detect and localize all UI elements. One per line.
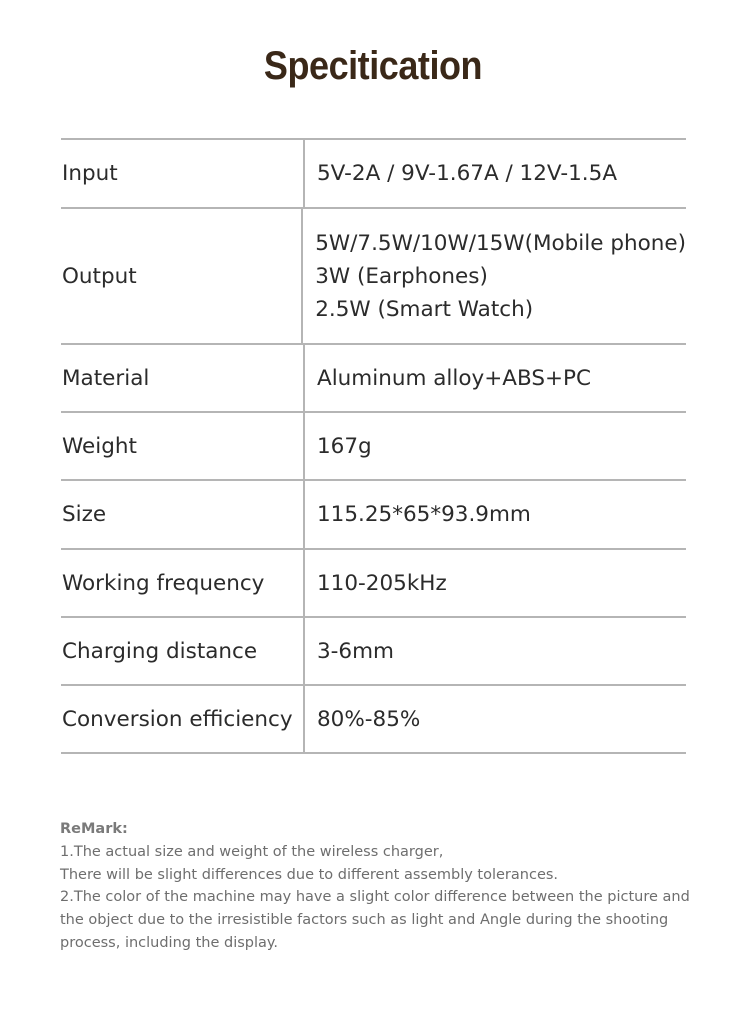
table-row-conversion-efficiency bbox=[61, 686, 686, 754]
page-title: Specitication bbox=[263, 44, 483, 88]
row-label: Working frequency bbox=[61, 550, 305, 616]
table-row-material bbox=[61, 345, 686, 413]
remark-section bbox=[60, 818, 720, 955]
table-row-size bbox=[61, 481, 686, 550]
row-label: Input bbox=[61, 140, 305, 207]
table-row-working-frequency bbox=[61, 550, 686, 618]
row-value bbox=[305, 345, 686, 411]
remark-line: 2.The color of the machine may have a slight color difference between the picture and bbox=[60, 889, 690, 906]
table-row-output bbox=[61, 209, 686, 345]
remark-line: process, including the display. bbox=[60, 934, 279, 951]
value-line: 5W/7.5W/10W/15W(Mobile phone) bbox=[315, 230, 686, 256]
value-line: 80%-85% bbox=[317, 706, 421, 732]
table-row-input bbox=[61, 140, 686, 209]
row-value bbox=[303, 209, 686, 343]
value-line: 115.25*65*93.9mm bbox=[317, 502, 531, 527]
row-label: Material bbox=[61, 345, 305, 411]
table-row-charging-distance bbox=[61, 618, 686, 686]
value-line: 110-205kHz bbox=[317, 570, 447, 596]
row-label: Charging distance bbox=[61, 618, 305, 684]
row-value bbox=[305, 618, 686, 684]
row-value bbox=[305, 686, 686, 752]
specification-table bbox=[61, 138, 686, 754]
row-label: Weight bbox=[61, 413, 305, 479]
value-line: Aluminum alloy+ABS+PC bbox=[317, 365, 591, 391]
value-line: 5V-2A / 9V-1.67A / 12V-1.5A bbox=[317, 161, 618, 186]
value-line: 167g bbox=[317, 433, 372, 459]
remark-line: 1.The actual size and weight of the wireless charger, bbox=[60, 843, 444, 860]
value-line: 3W (Earphones) bbox=[315, 263, 488, 289]
row-label: Output bbox=[61, 209, 303, 343]
row-value bbox=[305, 481, 686, 548]
remark-line: the object due to the irresistible factors such as light and Angle during the shooting bbox=[60, 912, 669, 929]
row-value bbox=[305, 550, 686, 616]
remark-title: ReMark: bbox=[60, 821, 128, 837]
row-value bbox=[305, 413, 686, 479]
table-row-weight bbox=[61, 413, 686, 481]
value-line: 2.5W (Smart Watch) bbox=[315, 296, 534, 322]
row-label: Size bbox=[61, 481, 305, 548]
row-value bbox=[305, 140, 686, 207]
remark-line: There will be slight differences due to different assembly tolerances. bbox=[60, 866, 559, 883]
value-line: 3-6mm bbox=[317, 638, 395, 664]
row-label: Conversion efficiency bbox=[61, 686, 305, 752]
